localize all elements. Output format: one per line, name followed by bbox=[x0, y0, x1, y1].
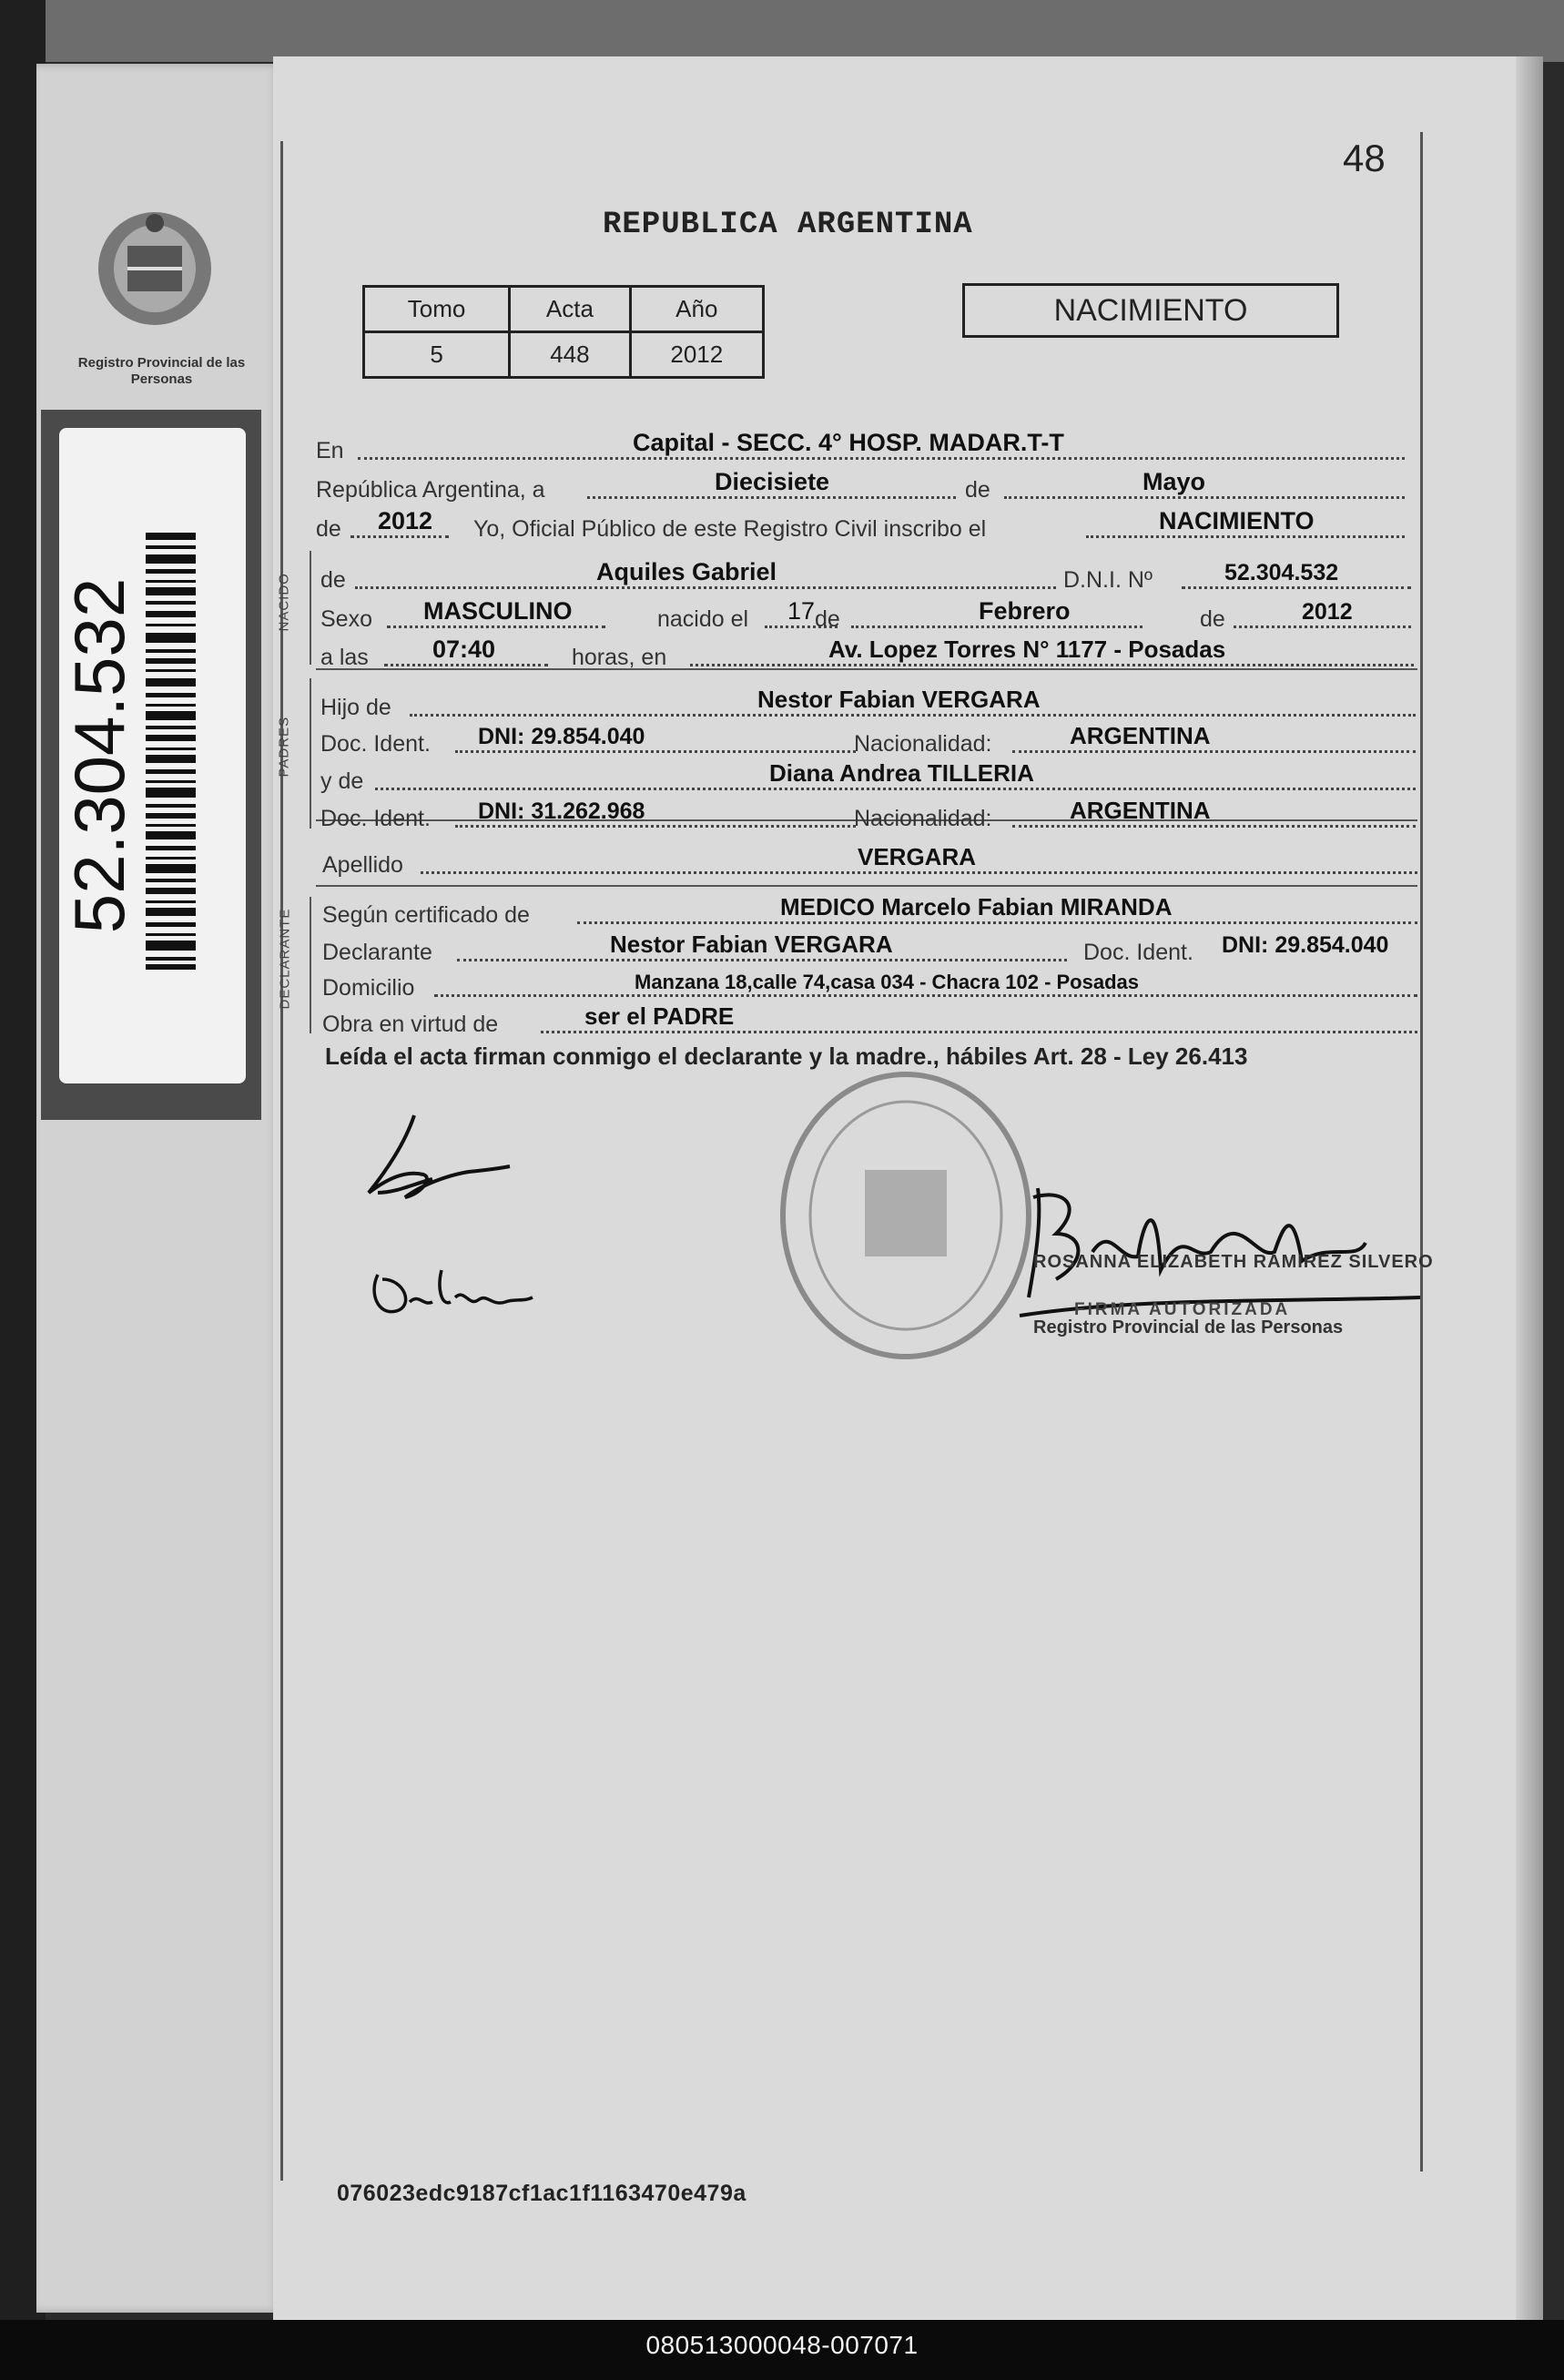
label-apellido: Apellido bbox=[322, 852, 403, 878]
dotted-line bbox=[421, 871, 1417, 874]
dotted-line bbox=[375, 788, 1416, 790]
page-edge-shade bbox=[1516, 56, 1543, 2324]
dotted-line bbox=[1182, 586, 1411, 589]
dotted-line bbox=[690, 664, 1414, 666]
dotted-line bbox=[384, 664, 548, 666]
declarante-bracket bbox=[310, 897, 311, 1033]
record-type-box: NACIMIENTO bbox=[962, 283, 1339, 338]
label-a-las: a las bbox=[320, 645, 369, 670]
label-nacionalidad: Nacionalidad: bbox=[854, 806, 992, 831]
row-certificado bbox=[320, 892, 1417, 932]
label-domicilio: Domicilio bbox=[322, 975, 415, 1001]
label-en: En bbox=[316, 438, 344, 463]
value-obra-en-virtud: ser el PADRE bbox=[584, 1002, 735, 1030]
dotted-line bbox=[358, 457, 1405, 460]
row-apellido bbox=[320, 842, 1417, 882]
bottom-code: 080513000048-007071 bbox=[645, 2331, 919, 2359]
label-y-de: y de bbox=[320, 768, 364, 794]
record-table bbox=[362, 285, 765, 379]
value-dia-nacimiento: 17 bbox=[787, 597, 816, 625]
top-background bbox=[0, 0, 1564, 62]
dotted-line bbox=[457, 959, 1067, 961]
label-horas-en: horas, en bbox=[572, 645, 667, 670]
value-padre-doc: DNI: 29.854.040 bbox=[478, 724, 645, 749]
row-domicilio bbox=[320, 965, 1417, 1005]
row-obra-en-virtud bbox=[320, 1002, 1417, 1042]
dotted-line bbox=[434, 994, 1417, 997]
label-declarante: Declarante bbox=[322, 940, 432, 965]
barcode bbox=[146, 533, 196, 970]
label-doc-ident: Doc. Ident. bbox=[320, 731, 431, 757]
label-segun-certificado: Según certificado de bbox=[322, 902, 530, 928]
provincial-shield-logo bbox=[86, 205, 223, 332]
row-padre-doc bbox=[319, 721, 1416, 761]
row-nombre bbox=[319, 557, 1411, 597]
header-acta: Acta bbox=[510, 287, 630, 332]
official-signature bbox=[1001, 1170, 1438, 1379]
mother-signature bbox=[364, 1256, 546, 1329]
label-dni: D.N.I. Nº bbox=[1063, 567, 1153, 593]
value-mes-nacimiento: Febrero bbox=[979, 597, 1071, 625]
value-dia-texto: Diecisiete bbox=[715, 468, 830, 495]
row-sexo bbox=[319, 596, 1411, 636]
value-madre-doc: DNI: 31.262.968 bbox=[478, 798, 645, 824]
row-madre bbox=[319, 758, 1416, 798]
value-lugar: Capital - SECC. 4° HOSP. MADAR.T-T bbox=[633, 429, 1064, 456]
header-tomo: Tomo bbox=[364, 287, 510, 332]
label-hijo-de: Hijo de bbox=[320, 695, 391, 720]
nacido-bracket bbox=[310, 551, 311, 665]
dotted-line bbox=[1012, 825, 1416, 828]
value-padre: Nestor Fabian VERGARA bbox=[757, 686, 1041, 713]
header-anio: Año bbox=[630, 287, 763, 332]
value-anio-registro: 2012 bbox=[378, 507, 433, 534]
official-name: ROSANNA ELIZABETH RAMIREZ SILVERO bbox=[1033, 1252, 1434, 1272]
value-apellido: VERGARA bbox=[858, 843, 977, 870]
value-certificado: MEDICO Marcelo Fabian MIRANDA bbox=[780, 893, 1173, 920]
value-anio-nacimiento: 2012 bbox=[1302, 599, 1353, 625]
value-nombre: Aquiles Gabriel bbox=[596, 558, 777, 585]
vertical-dni-text: 52.304.532 bbox=[59, 577, 139, 934]
official-registry: Registro Provincial de las Personas bbox=[1033, 1317, 1344, 1337]
row-inscripcion bbox=[314, 506, 1407, 546]
label-de: de bbox=[815, 606, 840, 632]
label-sexo: Sexo bbox=[320, 606, 372, 632]
value-dni: 52.304.532 bbox=[1224, 560, 1339, 585]
divider-apellido bbox=[316, 885, 1417, 887]
left-page bbox=[36, 64, 282, 2313]
declarant-signature bbox=[350, 1106, 514, 1215]
label-de: de bbox=[316, 516, 341, 542]
label-nacido-el: nacido el bbox=[657, 606, 749, 632]
row-fecha-registro bbox=[314, 467, 1407, 507]
value-sexo: MASCULINO bbox=[423, 597, 573, 625]
value-madre: Diana Andrea TILLERIA bbox=[769, 759, 1034, 787]
page-right-rule bbox=[1420, 132, 1423, 2171]
label-yo-oficial: Yo, Oficial Público de este Registro Civil inscribo el bbox=[473, 516, 987, 542]
dotted-line bbox=[355, 586, 1056, 589]
dotted-line bbox=[350, 535, 449, 538]
dotted-line bbox=[541, 1031, 1417, 1033]
value-lugar-nacimiento: Av. Lopez Torres N° 1177 - Posadas bbox=[828, 636, 1226, 663]
padres-bracket bbox=[310, 678, 311, 829]
dotted-line bbox=[1004, 496, 1405, 499]
value-padre-nacionalidad: ARGENTINA bbox=[1070, 722, 1211, 749]
value-hora: 07:40 bbox=[432, 636, 496, 663]
value-declarante-doc: DNI: 29.854.040 bbox=[1222, 932, 1389, 958]
label-republica: República Argentina, a bbox=[316, 477, 545, 503]
vertical-dni-number bbox=[59, 492, 139, 1020]
dotted-line bbox=[455, 750, 856, 753]
page-number: 48 bbox=[1343, 137, 1386, 179]
dotted-line bbox=[1012, 750, 1416, 753]
dotted-line bbox=[587, 496, 956, 499]
row-padre bbox=[319, 685, 1416, 725]
closing-statement: Leída el acta firman conmigo el declarante y la madre., hábiles Art. 28 - Ley 26.413 bbox=[325, 1043, 1248, 1070]
official-role: FIRMA AUTORIZADA bbox=[1074, 1300, 1291, 1319]
value-tomo: 5 bbox=[364, 332, 510, 378]
row-lugar bbox=[314, 428, 1407, 468]
value-madre-nacionalidad: ARGENTINA bbox=[1070, 797, 1211, 824]
section-label-declarante: DECLARANTE bbox=[277, 908, 293, 1010]
label-de: de bbox=[1200, 606, 1225, 632]
dotted-line bbox=[1234, 626, 1411, 628]
dotted-line bbox=[410, 714, 1416, 717]
dotted-line bbox=[851, 626, 1143, 628]
label-de: de bbox=[965, 477, 990, 503]
section-label-padres: PADRES bbox=[276, 716, 292, 778]
value-declarante: Nestor Fabian VERGARA bbox=[610, 931, 893, 958]
row-hora-lugar bbox=[319, 635, 1411, 675]
record-table-value-row bbox=[364, 332, 764, 378]
value-mes-registro: Mayo bbox=[1143, 468, 1206, 495]
row-declarante bbox=[320, 930, 1417, 970]
section-label-nacido: NACIDO bbox=[276, 573, 292, 632]
label-doc-ident: Doc. Ident. bbox=[1083, 940, 1193, 965]
dotted-line bbox=[387, 626, 605, 628]
document-hash: 076023edc9187cf1ac1f1163470e479a bbox=[337, 2181, 746, 2206]
dotted-line bbox=[455, 825, 856, 828]
value-anio: 2012 bbox=[630, 332, 763, 378]
record-table-header-row bbox=[364, 287, 764, 332]
label-de: de bbox=[320, 567, 346, 593]
label-nacionalidad: Nacionalidad: bbox=[854, 731, 992, 757]
page-left-rule bbox=[280, 141, 283, 2181]
value-acto: NACIMIENTO bbox=[1159, 507, 1315, 534]
label-doc-ident: Doc. Ident. bbox=[320, 806, 431, 831]
dotted-line bbox=[1086, 535, 1405, 538]
value-acta: 448 bbox=[510, 332, 630, 378]
dotted-line bbox=[577, 921, 1417, 924]
label-obra-en-virtud: Obra en virtud de bbox=[322, 1012, 499, 1037]
registry-label: Registro Provincial de las Personas bbox=[77, 355, 246, 387]
row-madre-doc bbox=[319, 796, 1416, 836]
document-title: REPUBLICA ARGENTINA bbox=[603, 208, 973, 242]
value-domicilio: Manzana 18,calle 74,casa 034 - Chacra 102 - Posadas bbox=[635, 971, 1139, 993]
